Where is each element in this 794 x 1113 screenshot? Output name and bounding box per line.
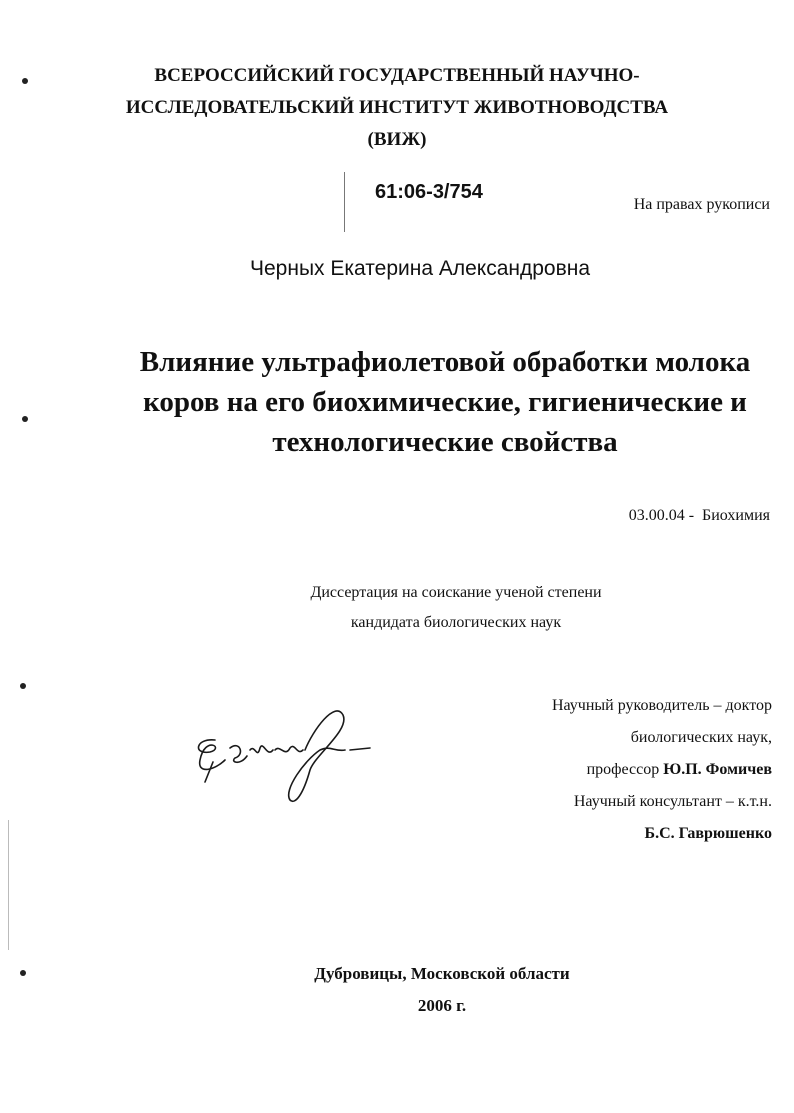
title-line: Влияние ультрафиолетовой обработки молока: [139, 346, 751, 378]
degree-line: кандидата биологических наук: [350, 614, 562, 631]
institution-line: ИССЛЕДОВАТЕЛЬСКИЙ ИНСТИТУТ ЖИВОТНОВОДСТВА: [125, 97, 669, 118]
dissertation-title: [100, 342, 790, 462]
title-line: коров на его биохимические, гигиенические и: [143, 386, 747, 418]
advisors-block: [472, 690, 772, 850]
year-line: 2006 г.: [417, 996, 467, 1015]
supervisor-title: профессор: [586, 761, 664, 778]
supervisor-name: Ю.П. Фомичев: [663, 761, 772, 778]
place-line: Дубровицы, Московской области: [314, 964, 570, 983]
consultant-name: Б.С. Гаврюшенко: [644, 825, 772, 842]
institution-header: [0, 60, 794, 156]
supervisor-degree: биологических наук,: [630, 729, 772, 746]
degree-line: Диссертация на соискание ученой степени: [310, 584, 602, 601]
author-name: Черных Екатерина Александровна: [250, 257, 591, 280]
dissertation-degree: [0, 578, 794, 638]
institution-line: ВСЕРОССИЙСКИЙ ГОСУДАРСТВЕННЫЙ НАУЧНО-: [154, 65, 640, 86]
scan-line: [8, 820, 9, 950]
scan-line: [344, 172, 345, 232]
consultant-role: Научный консультант – к.т.н.: [573, 793, 772, 810]
catalog-code: 61:06-3/754: [375, 181, 483, 203]
place-and-year: [0, 958, 794, 1022]
margin-mark: [20, 683, 26, 689]
specialty-code: 03.00.04 - Биохимия: [628, 507, 770, 524]
manuscript-rights: На правах рукописи: [633, 196, 770, 213]
supervisor-line: [472, 754, 772, 786]
margin-mark: [22, 416, 28, 422]
title-line: технологические свойства: [272, 426, 618, 458]
author-signature: [185, 700, 385, 810]
institution-abbr: (ВИЖ): [367, 129, 427, 150]
supervisor-role: Научный руководитель – доктор: [551, 697, 772, 714]
